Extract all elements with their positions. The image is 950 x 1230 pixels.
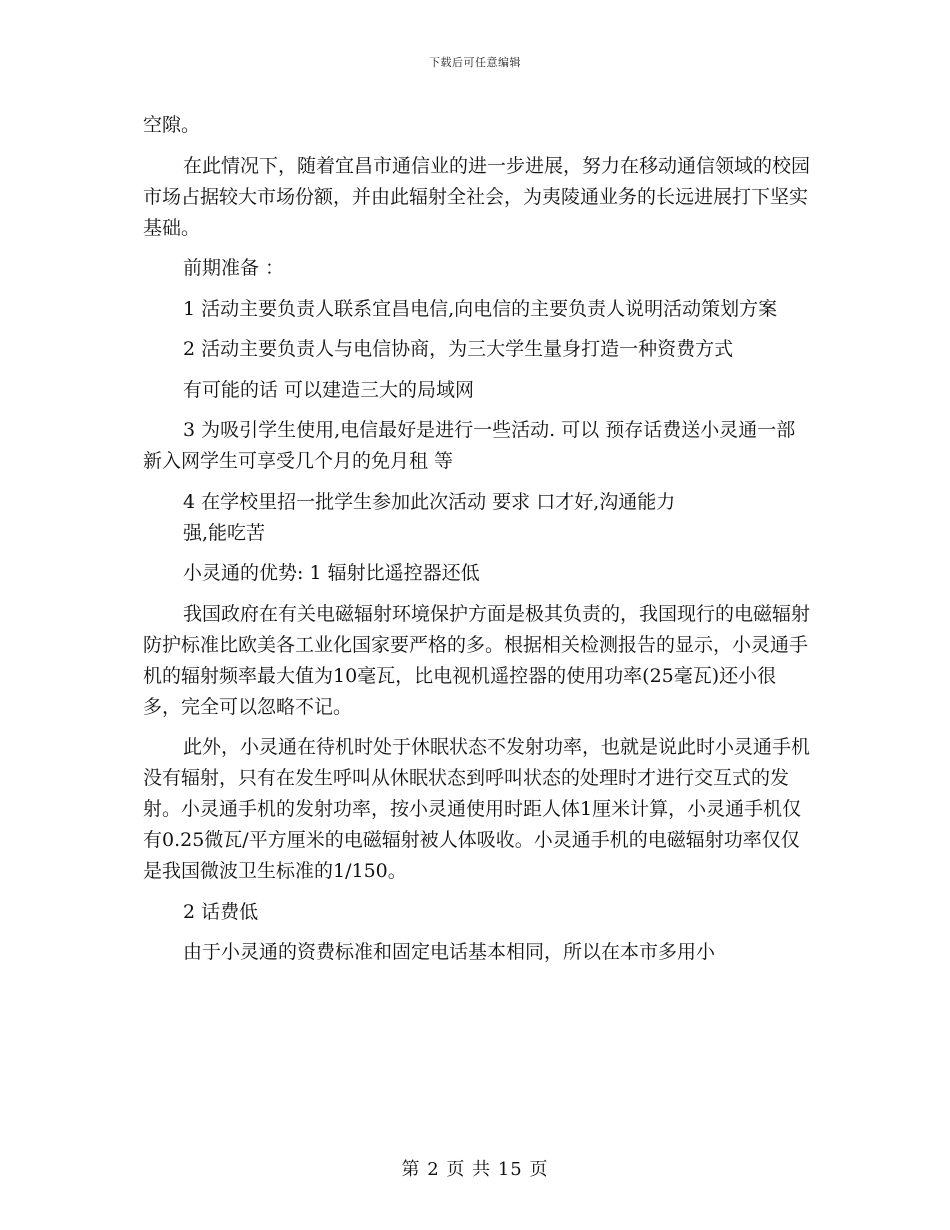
paragraph-13: 由于小灵通的资费标准和固定电话基本相同，所以在本市多用小 xyxy=(183,941,716,963)
paragraph-8b: 强,能吃苦 xyxy=(183,521,266,544)
paragraph-10: 我国政府在有关电磁辐射环境保护方面是极其负责的，我国现行的电磁辐射防护标准比欧美各工业化国家要严格的多。根据相关检测报告的显示，小灵通手机的辐射频率最大值为10毫瓦，比电视机遥控器的使用功率(25毫瓦)还小很多，完全可以忽略不记。 xyxy=(143,602,811,718)
paragraph-4: 1 活动主要负责人联系宜昌电信,向电信的主要负责人说明活动策划方案 xyxy=(183,297,778,320)
page-footer-number: 第 2 页 共 15 页 xyxy=(401,1159,549,1180)
paragraph-3: 前期准备 ： xyxy=(183,257,285,279)
paragraph-5: 2 活动主要负责人与电信协商，为三大学生量身打造一种资费方式 xyxy=(183,338,734,360)
page-header-note: 下载后可任意编辑 xyxy=(429,56,521,69)
paragraph-9: 小灵通的优势: 1 辐射比遥控器还低 xyxy=(183,562,480,584)
paragraph-7: 3 为吸引学生使用,电信最好是进行一些活动. 可以 预存话费送小灵通一部 新入网学生可享受几个月的免月租 等 xyxy=(143,419,796,472)
paragraph-6: 有可能的话 可以建造三大的局域网 xyxy=(183,378,475,401)
paragraph-8a: 4 在学校里招一批学生参加此次活动 要求 口才好,沟通能力 xyxy=(183,490,676,513)
paragraph-1: 空隙。 xyxy=(143,114,201,136)
document-body xyxy=(143,110,813,978)
paragraph-2: 在此情况下，随着宜昌市通信业的进一步进展，努力在移动通信领域的校园市场占据较大市场份额，并由此辐射全社会，为夷陵通业务的长远进展打下坚实基础。 xyxy=(143,154,811,239)
paragraph-11: 此外，小灵通在待机时处于休眠状态不发射功率，也就是说此时小灵通手机没有辐射，只有在发生呼叫从休眠状态到呼叫状态的处理时才进行交互式的发射。小灵通手机的发射功率，按小灵通使用时距人体1厘米计算，小灵通手机仅有0.25微瓦/平方厘米的电磁辐射被人体吸收。小灵通手机的电磁辐射功率仅仅是我国微波卫生标准的1/150。 xyxy=(143,736,811,882)
paragraph-12: 2 话费低 xyxy=(183,900,259,923)
